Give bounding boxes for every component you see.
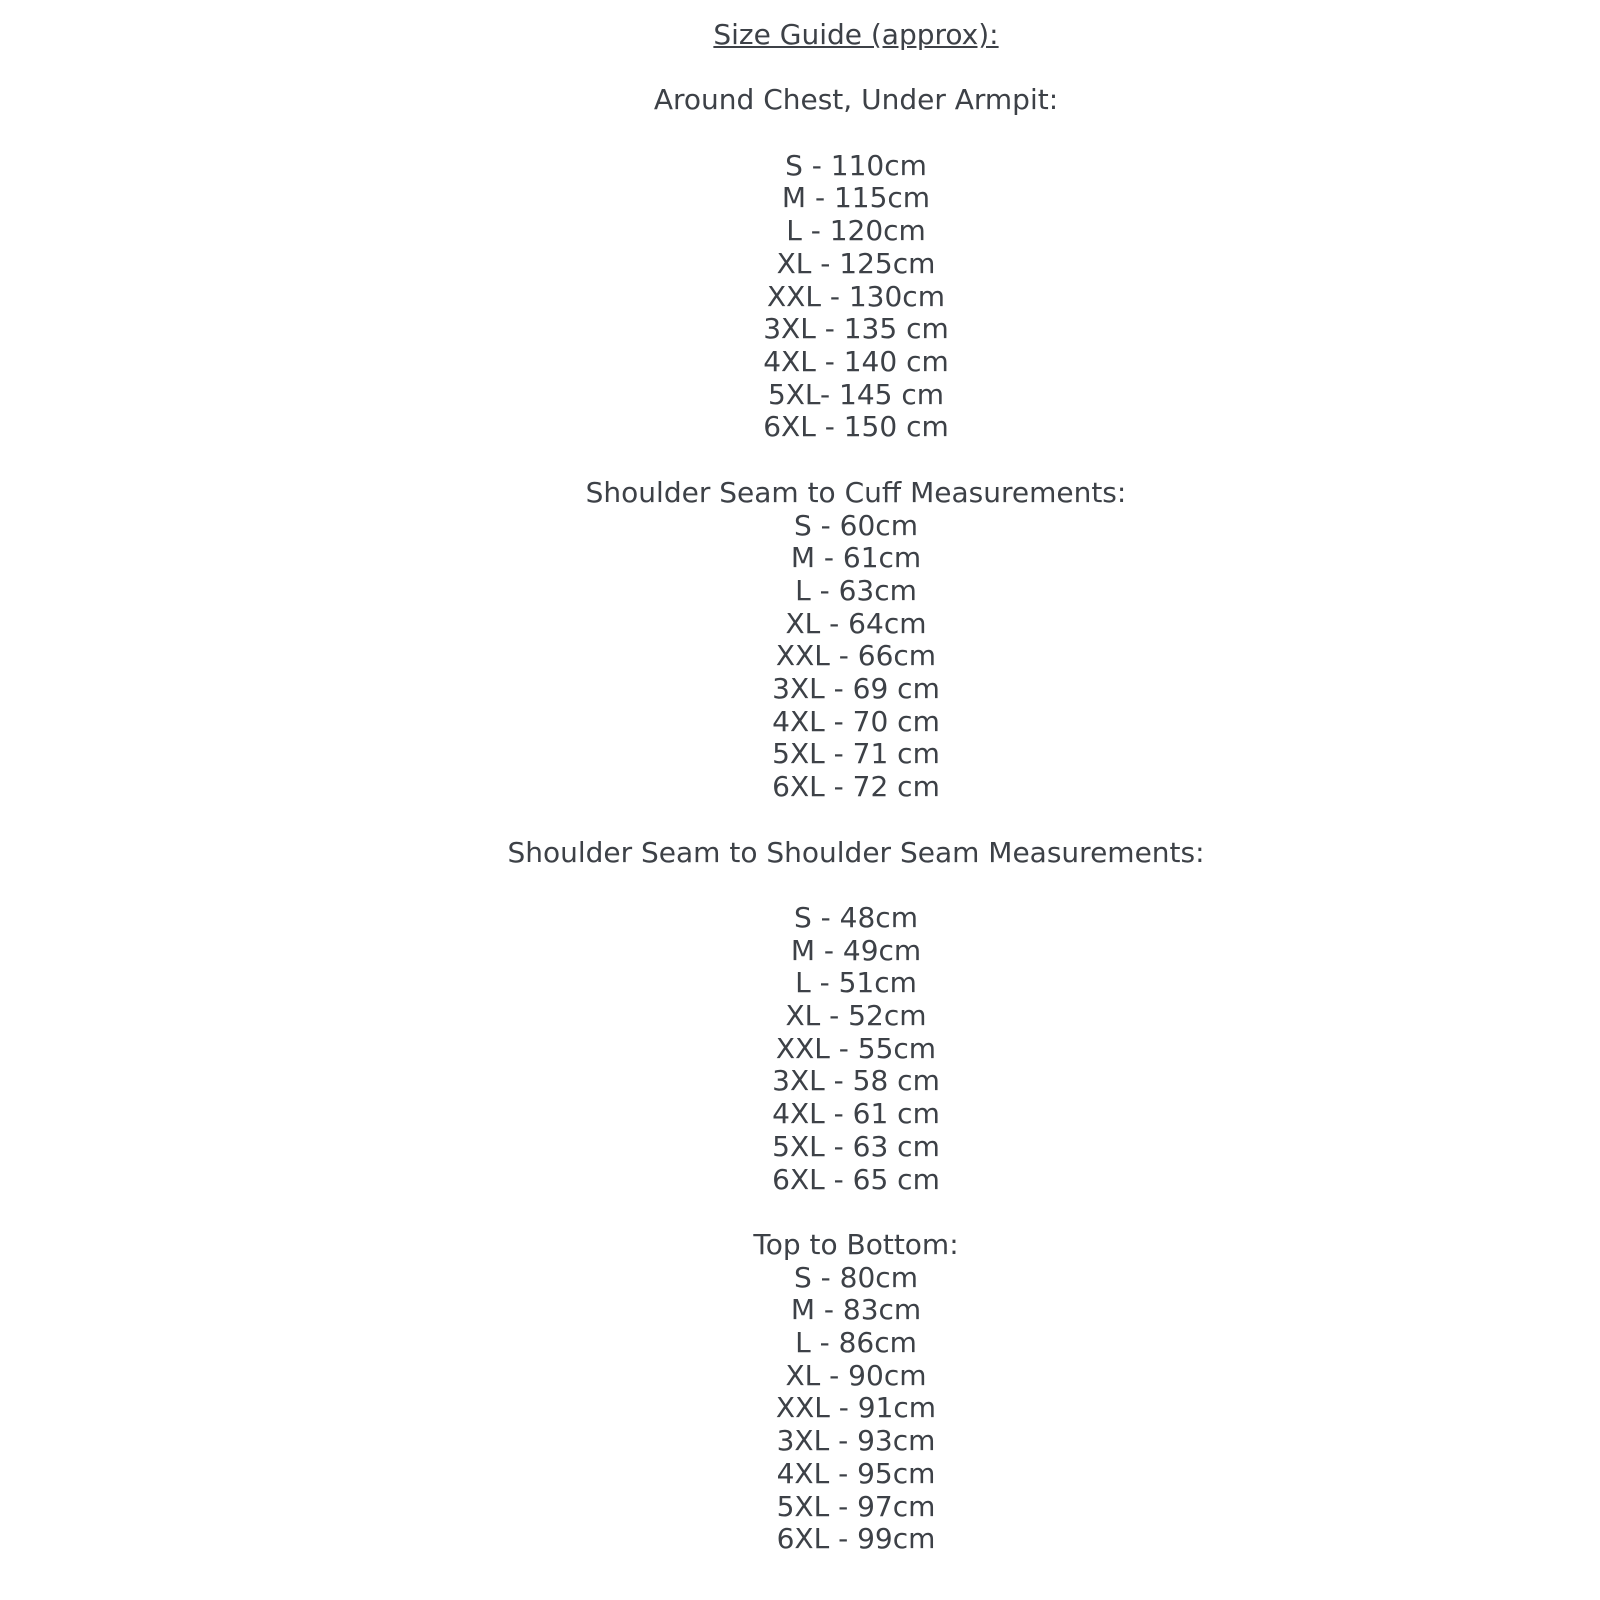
size-row: XL - 90cm (785, 1358, 927, 1392)
section-heading: Shoulder Seam to Shoulder Seam Measurements: (507, 835, 1205, 869)
size-row: 3XL - 58 cm (772, 1064, 940, 1098)
size-row: 3XL - 135 cm (763, 312, 949, 346)
size-row: L - 63cm (795, 573, 917, 607)
size-row: M - 83cm (790, 1293, 922, 1327)
size-row: 5XL - 63 cm (772, 1129, 940, 1163)
size-row: S - 80cm (794, 1260, 918, 1294)
size-row: S - 110cm (785, 148, 927, 182)
size-row: XXL - 130cm (767, 279, 945, 313)
size-row: 6XL - 150 cm (763, 410, 949, 444)
size-row: 5XL - 71 cm (772, 737, 940, 771)
size-row: 6XL - 65 cm (772, 1162, 940, 1196)
size-row: XL - 52cm (785, 999, 927, 1033)
size-row: S - 60cm (794, 508, 918, 542)
size-row: XXL - 66cm (775, 639, 937, 673)
size-row: XXL - 55cm (775, 1031, 937, 1065)
blank-line (112, 52, 1600, 85)
size-row: 3XL - 93cm (776, 1424, 936, 1458)
size-row: 6XL - 99cm (776, 1522, 936, 1556)
size-row: L - 86cm (795, 1326, 917, 1360)
size-row: 3XL - 69 cm (772, 672, 940, 706)
section-heading: Around Chest, Under Armpit: (653, 83, 1059, 117)
page-title: Size Guide (approx): (713, 18, 999, 51)
size-row: 4XL - 61 cm (772, 1097, 940, 1131)
size-row: 5XL- 145 cm (767, 377, 945, 411)
size-row: M - 49cm (790, 933, 922, 967)
blank-line (112, 444, 1600, 477)
section-heading: Shoulder Seam to Cuff Measurements: (585, 475, 1127, 509)
size-row: S - 48cm (794, 900, 918, 934)
size-row: XXL - 91cm (775, 1391, 937, 1425)
blank-line (112, 869, 1600, 902)
size-row: L - 120cm (786, 214, 926, 248)
section-heading: Top to Bottom: (753, 1227, 959, 1261)
blank-line (112, 1196, 1600, 1229)
size-row: 4XL - 140 cm (763, 345, 949, 378)
blank-line (112, 117, 1600, 150)
size-row: 5XL - 97cm (776, 1489, 936, 1523)
size-row: M - 115cm (781, 181, 931, 215)
size-row: XL - 125cm (776, 246, 936, 280)
blank-line (112, 804, 1600, 837)
sections (112, 84, 1600, 1556)
size-row: L - 51cm (795, 966, 917, 1000)
size-row: M - 61cm (790, 541, 922, 575)
size-row: 4XL - 95cm (776, 1456, 936, 1490)
size-row: 6XL - 72 cm (772, 770, 940, 804)
size-row: 4XL - 70 cm (772, 704, 940, 738)
size-row: XL - 64cm (785, 606, 927, 640)
